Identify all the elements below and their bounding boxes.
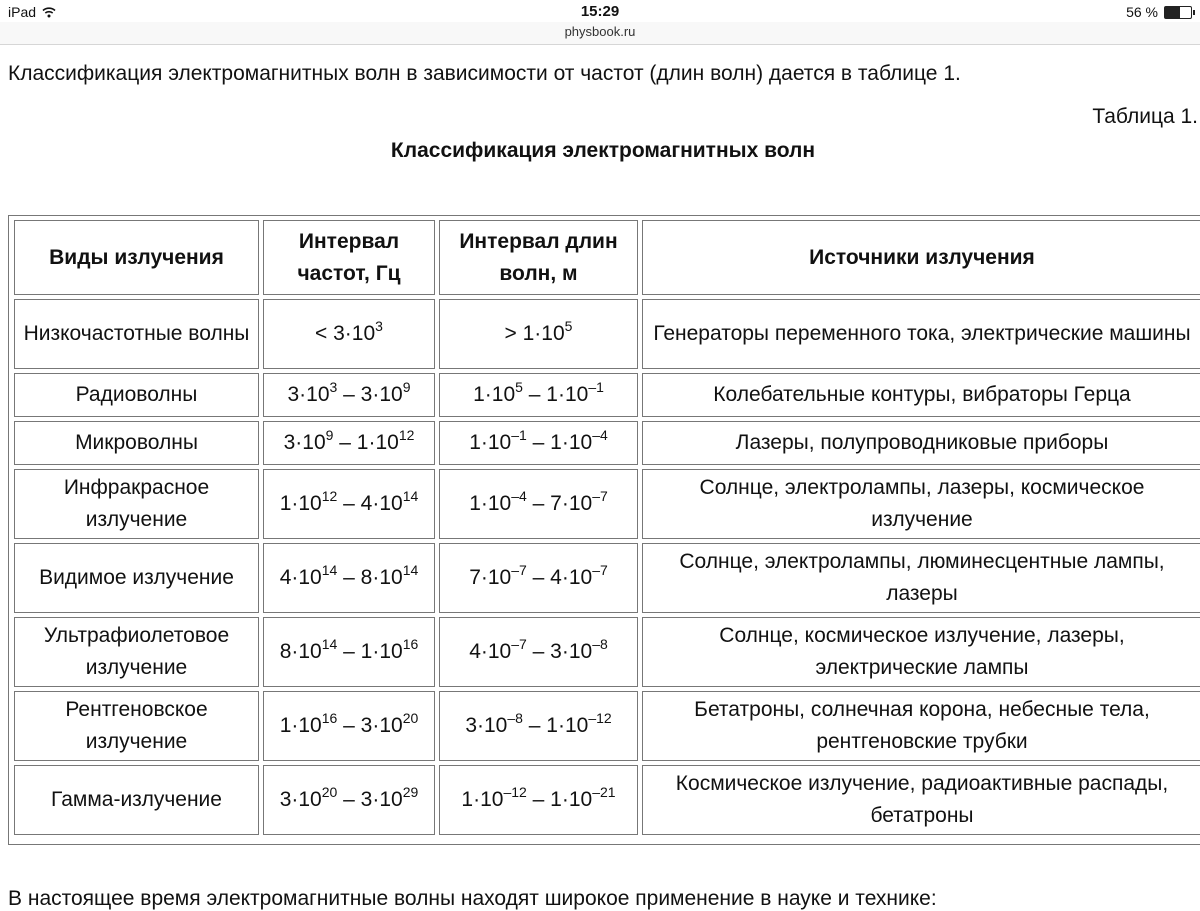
cell-radiation-type: Микроволны bbox=[14, 421, 259, 465]
cell-frequency-range: $3\cdot 10^3 - 3\cdot 10^9$ bbox=[263, 373, 435, 417]
status-time: 15:29 bbox=[580, 3, 620, 20]
cell-wavelength-range: $1\cdot 10^5 - 1\cdot 10^{-1}$ bbox=[439, 373, 638, 417]
cell-sources: Солнце, космическое излучение, лазеры, электрические лампы bbox=[642, 617, 1200, 687]
table-row bbox=[14, 543, 1200, 613]
cell-wavelength-range: $1\cdot 10^{-4} - 7\cdot 10^{-7}$ bbox=[439, 469, 638, 539]
cell-frequency-range: $8\cdot 10^{14} - 1\cdot 10^{16}$ bbox=[263, 617, 435, 687]
cell-radiation-type: Гамма-излучение bbox=[14, 765, 259, 835]
cell-frequency-range: $4\cdot 10^{14} - 8\cdot 10^{14}$ bbox=[263, 543, 435, 613]
header-frequency-range: Интервал частот, Гц bbox=[263, 220, 435, 295]
cell-frequency-range: $1\cdot 10^{16} - 3\cdot 10^{20}$ bbox=[263, 691, 435, 761]
cell-frequency-range: $3\cdot 10^{20} - 3\cdot 10^{29}$ bbox=[263, 765, 435, 835]
cell-frequency-range: < $3\cdot 10^3$ bbox=[263, 299, 435, 369]
cell-sources: Солнце, электролампы, лазеры, космическое излучение bbox=[642, 469, 1200, 539]
bottom-paragraph: В настоящее время электромагнитные волны находят широкое применение в науке и технике: bbox=[8, 887, 937, 910]
table-row bbox=[14, 299, 1200, 369]
table-number: Таблица 1. bbox=[1092, 105, 1198, 128]
table-row bbox=[14, 469, 1200, 539]
header-radiation-type: Виды излучения bbox=[14, 220, 259, 295]
cell-frequency-range: $3\cdot 10^9 - 1\cdot 10^{12}$ bbox=[263, 421, 435, 465]
cell-wavelength-range: $1\cdot 10^{-12} - 1\cdot 10^{-21}$ bbox=[439, 765, 638, 835]
table-body bbox=[14, 299, 1200, 835]
cell-radiation-type: Ультрафиолетовое излучение bbox=[14, 617, 259, 687]
address-bar[interactable]: physbook.ru bbox=[0, 22, 1200, 45]
cell-frequency-range: $1\cdot 10^{12} - 4\cdot 10^{14}$ bbox=[263, 469, 435, 539]
cell-radiation-type: Рентгеновское излучение bbox=[14, 691, 259, 761]
cell-wavelength-range: > $1\cdot 10^5$ bbox=[439, 299, 638, 369]
cell-wavelength-range: $7\cdot 10^{-7} - 4\cdot 10^{-7}$ bbox=[439, 543, 638, 613]
classification-table bbox=[10, 216, 1200, 839]
cell-sources: Генераторы переменного тока, электрические машины bbox=[642, 299, 1200, 369]
cell-radiation-type: Инфракрасное излучение bbox=[14, 469, 259, 539]
cell-sources: Бетатроны, солнечная корона, небесные тела, рентгеновские трубки bbox=[642, 691, 1200, 761]
cell-sources: Лазеры, полупроводниковые приборы bbox=[642, 421, 1200, 465]
status-right bbox=[1126, 4, 1192, 20]
table-row bbox=[14, 691, 1200, 761]
cell-radiation-type: Низкочастотные волны bbox=[14, 299, 259, 369]
cell-wavelength-range: $3\cdot 10^{-8} - 1\cdot 10^{-12}$ bbox=[439, 691, 638, 761]
device-name: iPad bbox=[8, 4, 37, 20]
header-wavelength-range: Интервал длин волн, м bbox=[439, 220, 638, 295]
header-sources: Источники излучения bbox=[642, 220, 1200, 295]
table-row bbox=[14, 765, 1200, 835]
table-row bbox=[14, 617, 1200, 687]
table-row bbox=[14, 373, 1200, 417]
battery-icon bbox=[1164, 6, 1192, 19]
cell-sources: Космическое излучение, радиоактивные распады, бетатроны bbox=[642, 765, 1200, 835]
cell-sources: Колебательные контуры, вибраторы Герца bbox=[642, 373, 1200, 417]
table-title: Классификация электромагнитных волн bbox=[390, 139, 816, 162]
battery-level bbox=[1165, 7, 1180, 18]
cell-wavelength-range: $1\cdot 10^{-1} - 1\cdot 10^{-4}$ bbox=[439, 421, 638, 465]
cell-radiation-type: Радиоволны bbox=[14, 373, 259, 417]
classification-table-frame bbox=[8, 215, 1200, 845]
intro-paragraph: Классификация электромагнитных волн в зависимости от частот (длин волн) дается в таблице 1. bbox=[8, 62, 961, 85]
cell-wavelength-range: $4\cdot 10^{-7} - 3\cdot 10^{-8}$ bbox=[439, 617, 638, 687]
battery-percent: 56 % bbox=[1126, 4, 1158, 20]
cell-sources: Солнце, электролампы, люминесцентные лампы, лазеры bbox=[642, 543, 1200, 613]
table-header-row bbox=[14, 220, 1200, 295]
table-row bbox=[14, 421, 1200, 465]
cell-radiation-type: Видимое излучение bbox=[14, 543, 259, 613]
status-bar bbox=[0, 0, 1200, 24]
